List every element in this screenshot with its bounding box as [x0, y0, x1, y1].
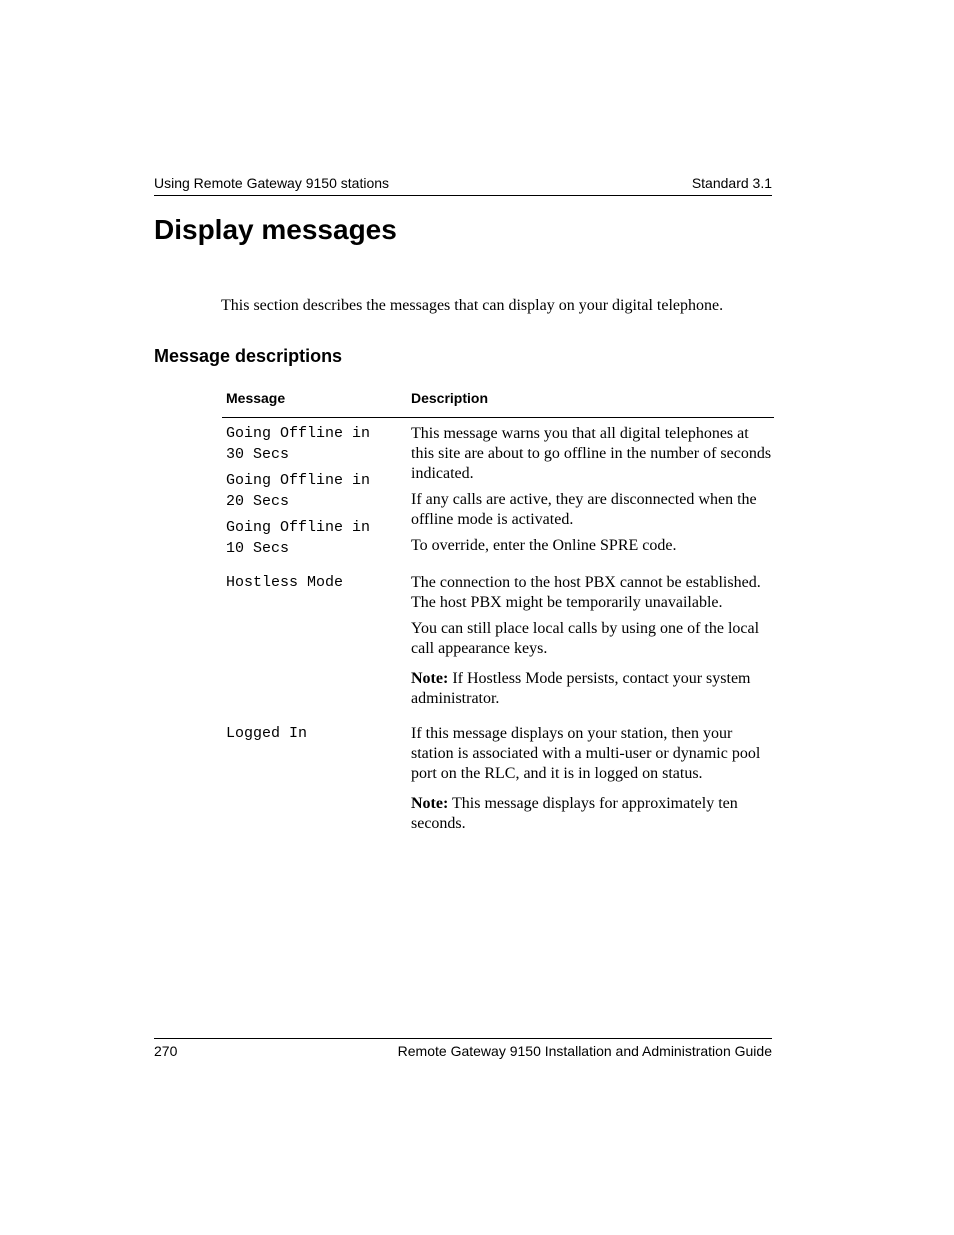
description-paragraph: This message warns you that all digital telephones at this site are about to go offline in the number of seconds indicated.: [411, 425, 772, 482]
description-cell: [407, 424, 774, 559]
message-code: Hostless Mode: [226, 574, 344, 591]
column-header-description: Description: [411, 390, 489, 406]
description-cell: [407, 573, 774, 709]
description-paragraph: You can still place local calls by using one of the local call appearance keys.: [411, 620, 760, 657]
message-code: Going Offline in 30 Secs: [226, 425, 371, 463]
description-cell: [407, 724, 774, 834]
running-header: [154, 175, 772, 196]
section-title: Message descriptions: [154, 346, 343, 366]
footer-book-title: Remote Gateway 9150 Installation and Administration Guide: [397, 1043, 772, 1059]
description-paragraph: If any calls are active, they are disconnected when the offline mode is activated.: [411, 491, 757, 528]
page-title: Display messages: [154, 214, 397, 245]
header-chapter: Using Remote Gateway 9150 stations: [154, 175, 390, 191]
header-release: Standard 3.1: [691, 175, 772, 191]
description-paragraph: To override, enter the Online SPRE code.: [411, 537, 677, 554]
note-text: If Hostless Mode persists, contact your system administrator.: [411, 670, 751, 707]
page-number: 270: [154, 1043, 178, 1059]
column-header-message: Message: [226, 390, 286, 406]
description-paragraph: If this message displays on your station, then your station is associated with a multi-user or dynamic pool port on the RLC, and it is in logged on status.: [411, 725, 761, 782]
message-code: Going Offline in 10 Secs: [226, 519, 371, 557]
note-paragraph: [411, 669, 774, 709]
note-label: Note:: [411, 795, 449, 812]
message-code: Going Offline in 20 Secs: [226, 472, 371, 510]
message-cell: [222, 424, 407, 559]
intro-paragraph: This section describes the messages that can display on your digital telephone.: [221, 297, 724, 314]
note-label: Note:: [411, 670, 449, 687]
note-paragraph: [411, 794, 774, 834]
message-code: Logged In: [226, 725, 308, 742]
message-cell: [222, 724, 407, 834]
running-footer: [154, 1038, 772, 1061]
message-cell: [222, 573, 407, 709]
table-row: [222, 424, 774, 559]
note-text: This message displays for approximately ten seconds.: [411, 795, 738, 832]
table-header: [222, 388, 774, 418]
table-row: [222, 724, 774, 834]
description-paragraph: The connection to the host PBX cannot be established. The host PBX might be temporarily unavailable.: [411, 574, 761, 611]
message-table: [222, 388, 774, 834]
table-row: [222, 573, 774, 709]
